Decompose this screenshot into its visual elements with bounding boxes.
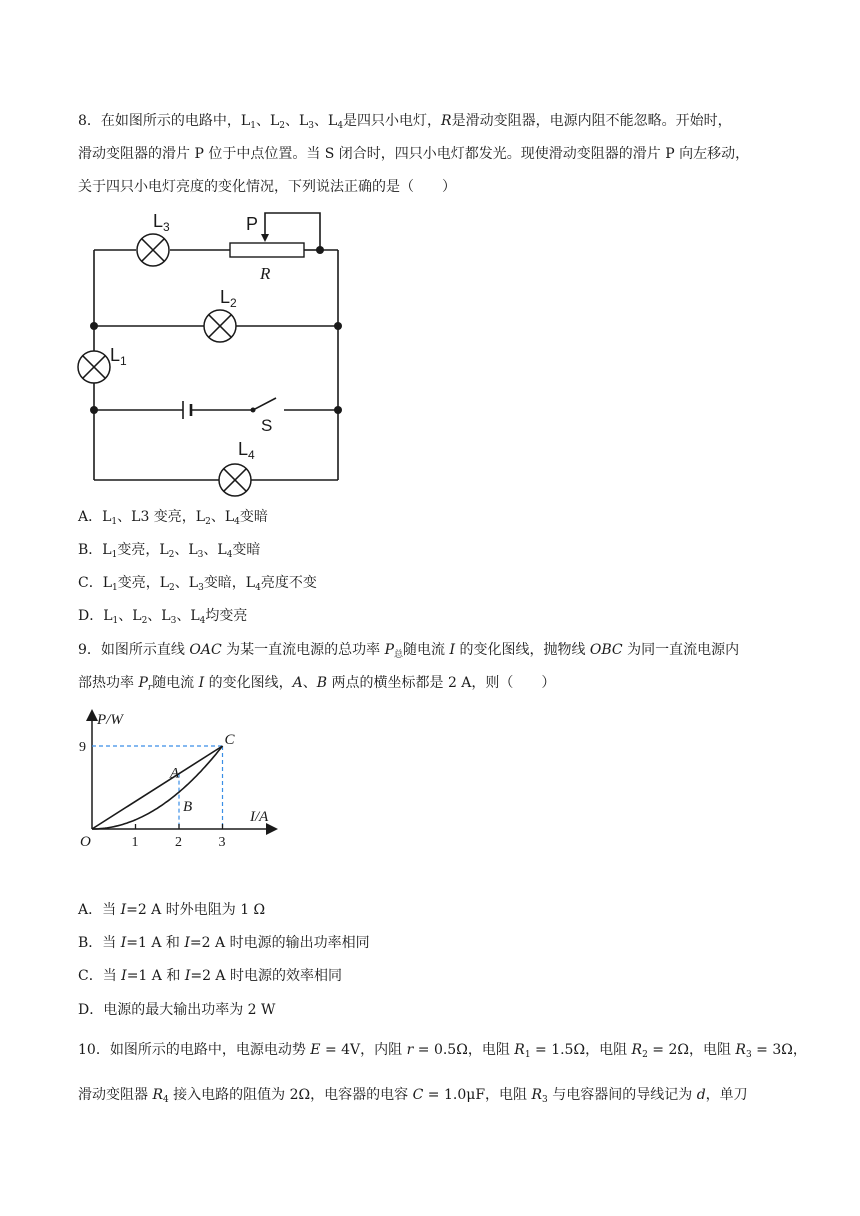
label-p: P	[246, 214, 259, 234]
origin-label: O	[80, 834, 91, 850]
point-label-c: C	[224, 732, 235, 748]
label-l1: $L_1$	[110, 345, 127, 368]
x-tick-label-1: 1	[131, 835, 139, 850]
y-tick-label-9: 9	[79, 740, 86, 755]
label-l3: $L_3$	[153, 211, 170, 234]
x-tick-label-2: 2	[175, 835, 182, 850]
q9-line1: 9．如图所示直线 OAC 为某一直流电源的总功率 $P_总$随电流 I 的变化图线，抛物线 OBC 为同一直流电源内	[78, 642, 740, 660]
x-tick-label-3: 3	[218, 835, 226, 850]
resistor-r	[230, 243, 304, 257]
q9-option-b: B．当 I=1 A 和 I=2 A 时电源的输出功率相同	[78, 935, 370, 951]
q8-option-a: A．$L_1$、L3 变亮，$L_2$、$L_4$变暗	[78, 509, 268, 527]
q9-power-current-chart	[70, 700, 290, 860]
y-axis-label: P/W	[97, 712, 123, 728]
lamp-l4-icon	[219, 464, 251, 496]
q10-line2: 滑动变阻器 $R_4$ 接入电路的阻值为 2Ω，电容器的电容 C = 1.0μF，电阻 $R_3$ 与电容器间的导线记为 d，单刀	[78, 1087, 748, 1105]
q8-option-c: C．$L_1$变亮，$L_2$、$L_3$变暗，$L_4$亮度不变	[78, 575, 317, 593]
label-l4: $L_4$	[238, 439, 255, 462]
x-axis-label: I/A	[250, 809, 269, 825]
label-s: S	[261, 416, 273, 435]
q9-option-c: C．当 I=1 A 和 I=2 A 时电源的效率相同	[78, 968, 342, 984]
label-r: R	[260, 264, 271, 283]
point-label-b: B	[183, 799, 193, 816]
lamp-l2-icon	[204, 310, 236, 342]
q9-option-a: A．当 I=2 A 时外电阻为 1 Ω	[78, 902, 266, 918]
q8-line1: 8．在如图所示的电路中，$L_1$、$L_2$、$L_3$、$L_4$是四只小电灯，R是滑动变阻器，电源内阻不能忽略。开始时，	[78, 113, 732, 131]
series-oac-line	[92, 746, 223, 829]
switch-s-blade	[253, 398, 276, 410]
slider-p	[265, 213, 320, 250]
label-l2: $L_2$	[220, 287, 237, 310]
point-label-a: A	[170, 765, 180, 782]
q8-line3: 关于四只小电灯亮度的变化情况，下列说法正确的是（ ）	[78, 179, 456, 195]
q8-option-b: B．$L_1$变亮，$L_2$、$L_3$、$L_4$变暗	[78, 542, 261, 560]
q10-line1: 10．如图所示的电路中，电源电动势 E = 4V，内阻 r = 0.5Ω，电阻 $R_1 = 1.5\Omega$，电阻 $R_2 = 2\Omega$，电阻 $R_3 = 3\Omega$，	[78, 1042, 807, 1060]
q9-line2: 部热功率 $P_r$随电流 I 的变化图线，A、B 两点的横坐标都是 2 A，则（ ）	[78, 675, 556, 693]
q8-line2: 滑动变阻器的滑片 P 位于中点位置。当 S 闭合时，四只小电灯都发光。现使滑动变阻器的滑片 P 向左移动，	[78, 146, 750, 162]
lamp-l3-icon	[137, 234, 169, 266]
q9-option-d: D．电源的最大输出功率为 2 W	[78, 1002, 276, 1018]
lamp-l1-icon	[78, 351, 110, 383]
q8-option-d: D．$L_1$、$L_2$、$L_3$、$L_4$均变亮	[78, 608, 248, 626]
q8-circuit-diagram	[70, 205, 360, 500]
